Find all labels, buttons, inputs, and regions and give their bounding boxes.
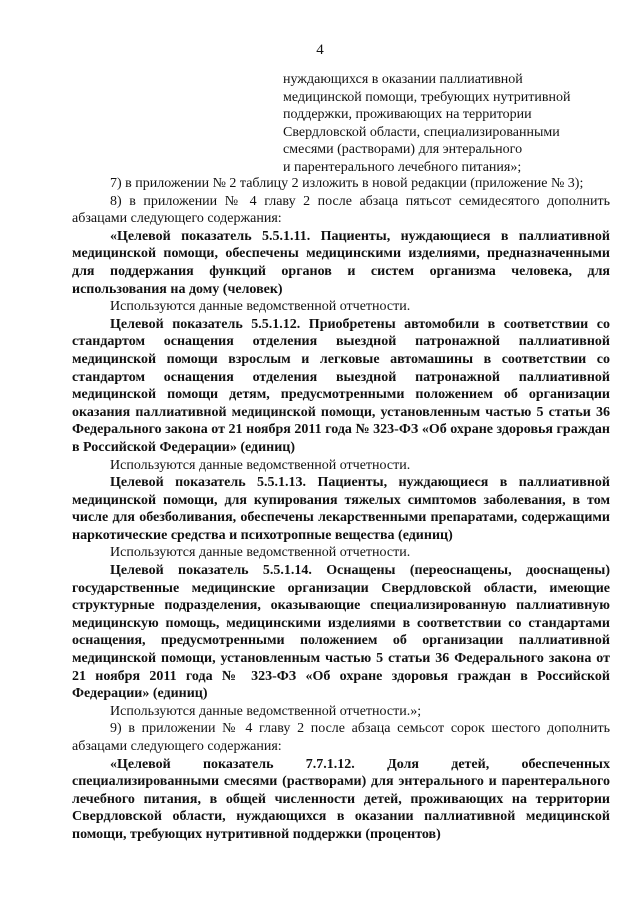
source-note: Используются данные ведомственной отчетности. (110, 299, 411, 315)
indicator-7-7-1-12: «Целевой показатель 7.7.1.12. Доля детей, обеспеченных специализированными смесями (растворами) для энтерального и парентерального лечебного питания, в общей численности детей, проживающих на территории Свердловской области, нуждающихся в оказании паллиативной медицинской помощи, требующих нутритивной поддержки (процентов) (72, 756, 610, 842)
paragraph-item-8: 8) в приложении № 4 главу 2 после абзаца пятьсот семидесятого дополнить абзацами следующего содержания: (72, 193, 610, 227)
page-number: 4 (316, 42, 324, 58)
indent-line: и парентерального лечебного питания»; (283, 159, 522, 175)
source-note: Используются данные ведомственной отчетности. (110, 545, 411, 561)
indicator-5-5-1-11: «Целевой показатель 5.5.1.11. Пациенты, нуждающиеся в паллиативной медицинской помощи, обеспечены медицинскими изделиями, предназначенными для поддержания функций органов и систем организма человека, для использования на дому (человек) (72, 228, 610, 297)
indicator-5-5-1-13: Целевой показатель 5.5.1.13. Пациенты, нуждающиеся в паллиативной медицинской помощи, для купирования тяжелых симптомов заболевания, в том числе для обезболивания, обеспечены лекарственными препаратами, содержащими наркотические средства и психотропные вещества (единиц) (72, 475, 610, 543)
indent-line: нуждающихся в оказании паллиативной (283, 72, 523, 87)
source-note: Используются данные ведомственной отчетности. (110, 457, 411, 473)
indent-line: медицинской помощи, требующих нутритивной (283, 89, 571, 105)
indent-line: смесями (растворами) для энтерального (283, 142, 523, 157)
indicator-5-5-1-14: Целевой показатель 5.5.1.14. Оснащены (переоснащены, дооснащены) государственные медицинские организации Свердловской области, имеющие структурные подразделения, оказывающие специализированную паллиативную медицинскую помощь, медицинскими изделиями в соответствии со стандартами оснащения, предусмотренными положением об организации паллиативной медицинской помощи, установленным частью 5 статьи 36 Федерального закона от 21 ноября 2011 года № 323-ФЗ «Об охране здоровья граждан в Российской Федерации» (единиц) (72, 563, 610, 702)
paragraph-item-7: 7) в приложении № 2 таблицу 2 изложить в новой редакции (приложение № 3); (110, 176, 584, 191)
indent-line: поддержки, проживающих на территории (283, 107, 532, 122)
document-body (72, 175, 610, 844)
paragraph-item-9: 9) в приложении № 4 главу 2 после абзаца семьсот сорок шестого дополнить абзацами следующего содержания: (72, 721, 610, 754)
indent-line: Свердловской области, специализированными (283, 124, 560, 140)
source-note: Используются данные ведомственной отчетности.»; (110, 703, 422, 719)
indicator-5-5-1-12: Целевой показатель 5.5.1.12. Приобретены автомобили в соответствии со стандартом оснащения отделения выездной патронажной паллиативной медицинской помощи взрослым и легковые автомашины в соответствии со стандартом оснащения отделения выездной патронажной паллиативной медицинской помощи детям, предусмотренными положением об организации оказания паллиативной медицинской помощи, установленным частью 5 статьи 36 Федерального закона от 21 ноября 2011 года № 323-ФЗ «Об охране здоровья граждан в Российской Федерации» (единиц) (72, 316, 610, 455)
indented-text-block (283, 71, 618, 176)
